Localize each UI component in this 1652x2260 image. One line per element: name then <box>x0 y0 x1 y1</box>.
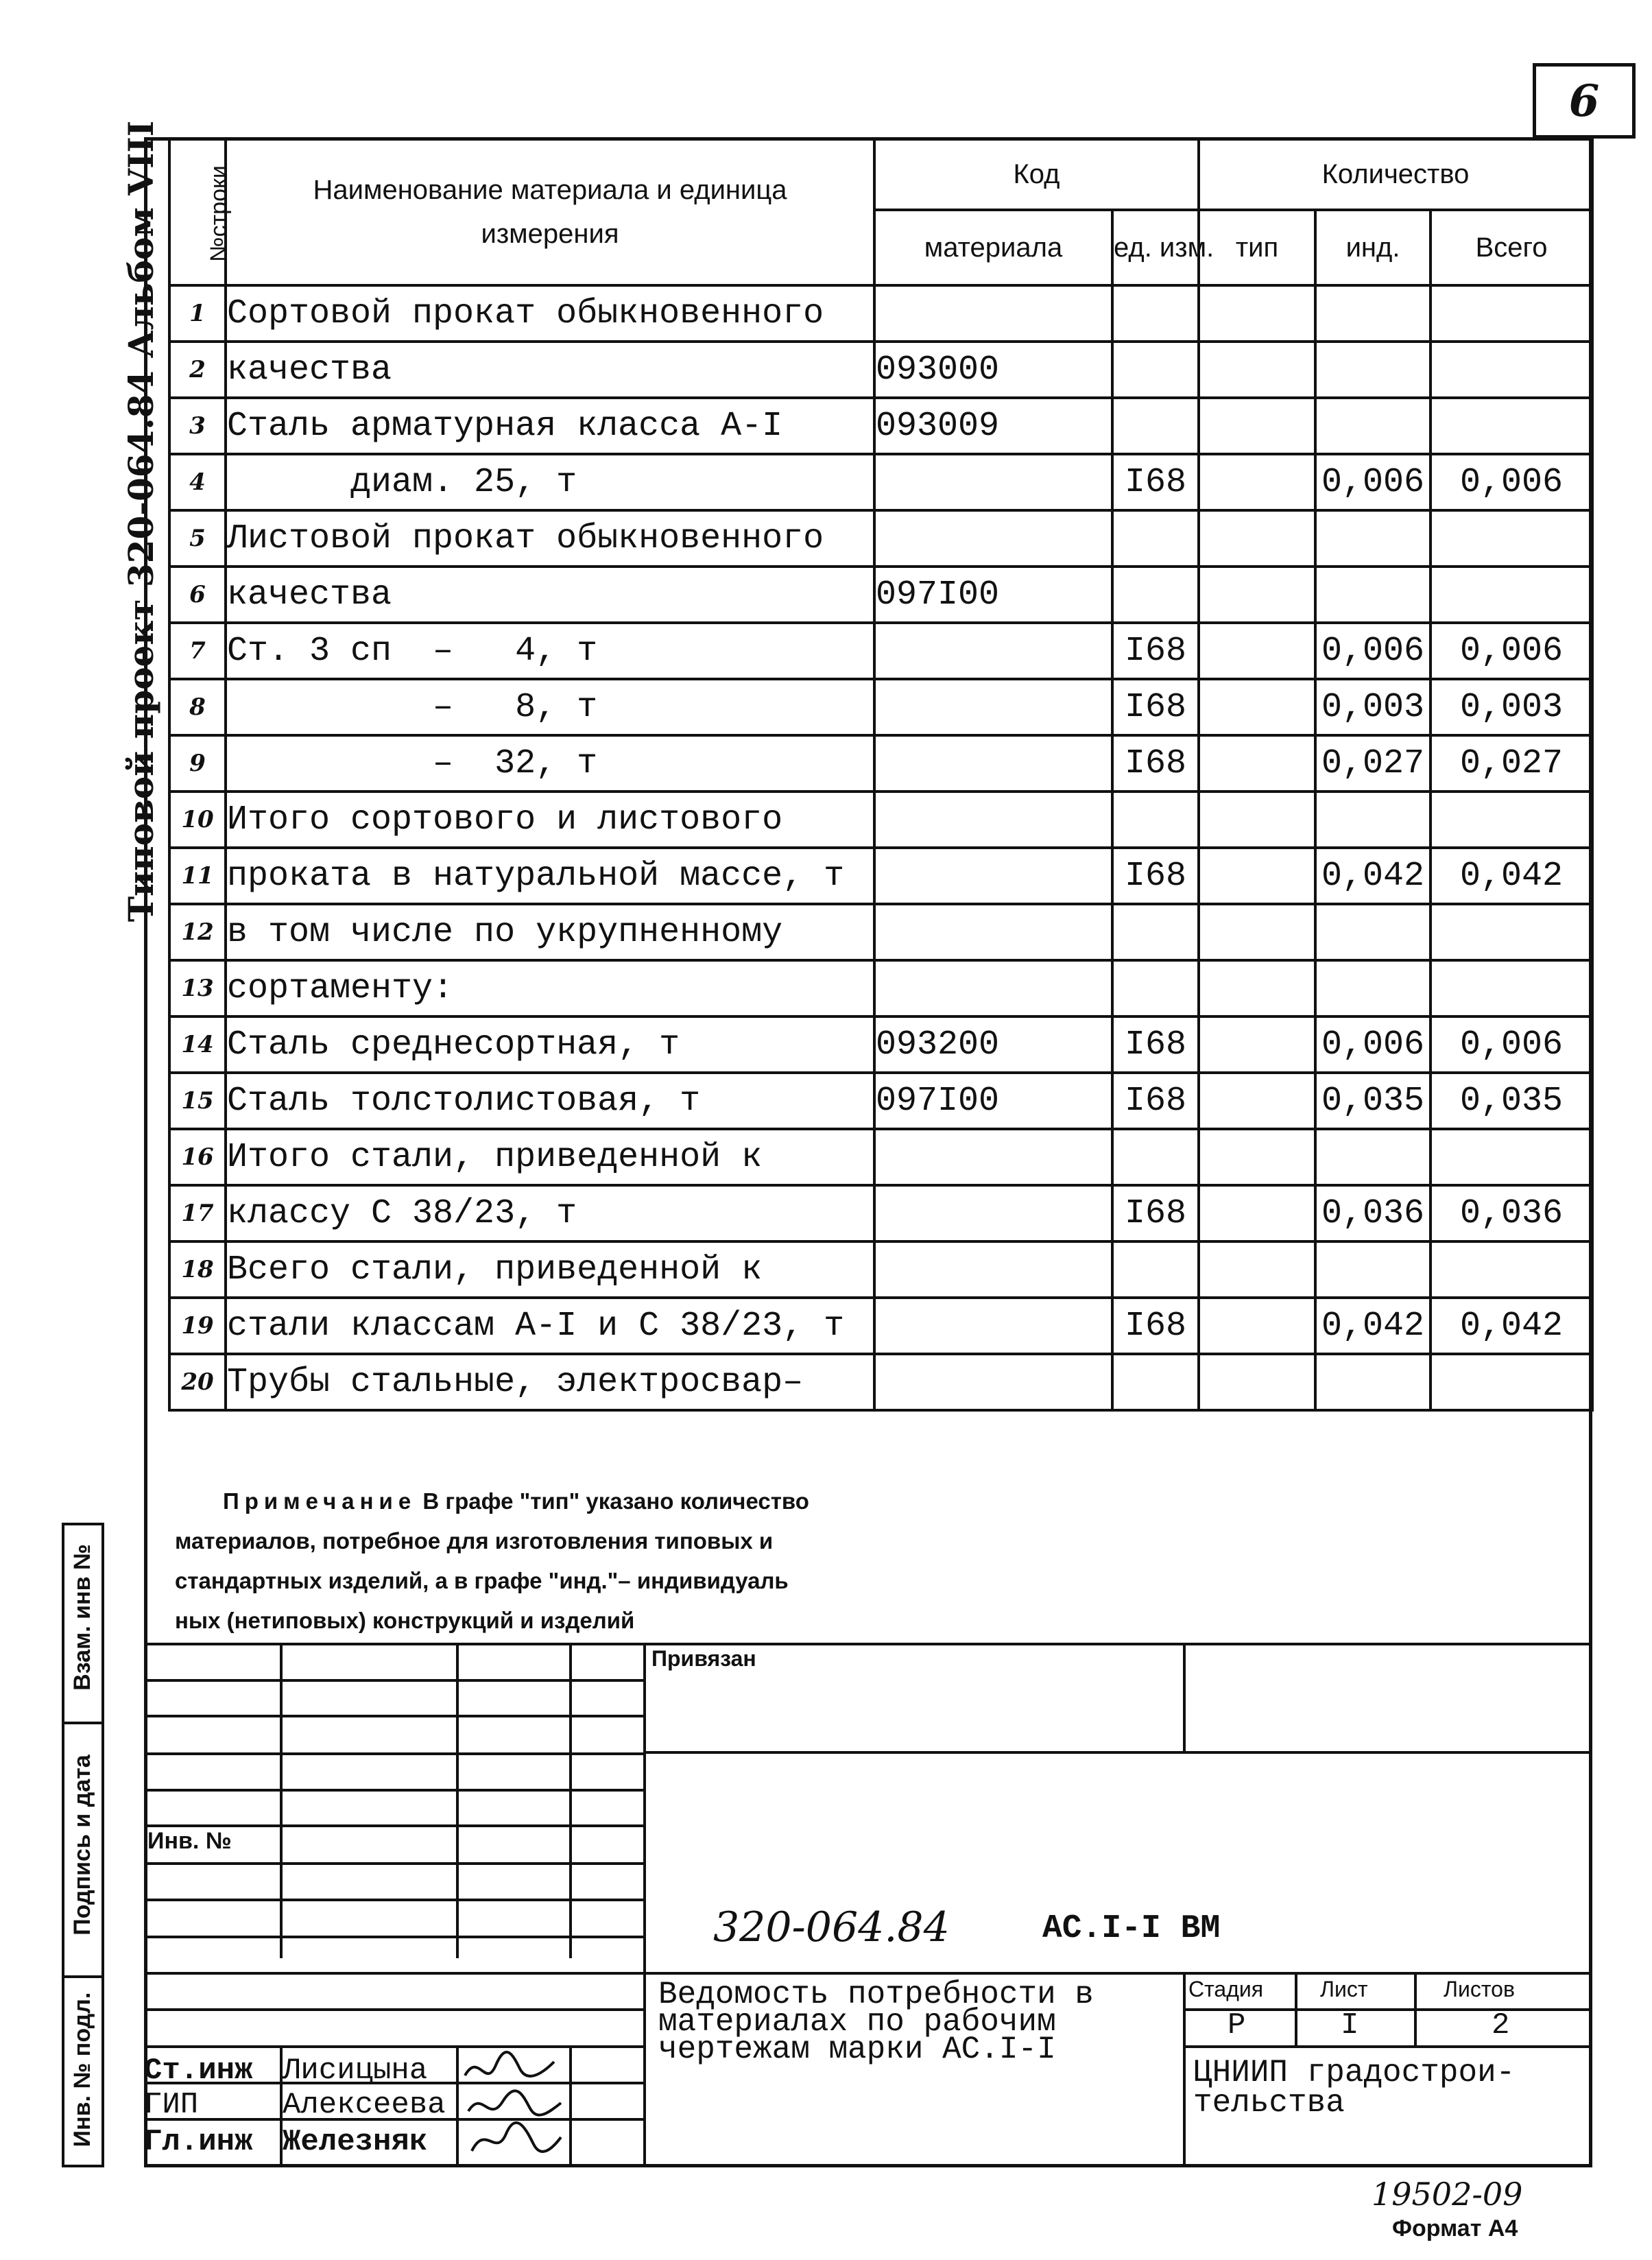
stamp-title-line-1: Ведомость потребности в <box>658 1977 1094 2012</box>
signer-name-3: Железняк <box>283 2125 428 2159</box>
qty-type-cell <box>1199 1129 1315 1185</box>
material-name-cell: Сортовой прокат обыкновенного <box>226 285 874 342</box>
row-number-cell: 5 <box>169 510 226 567</box>
note-line-1: В графе "тип" указано количество <box>422 1488 809 1514</box>
qty-total-cell: 0,006 <box>1430 623 1592 679</box>
material-name-cell: качества <box>226 342 874 398</box>
table-row <box>169 342 1592 398</box>
unit-code-cell: I68 <box>1112 1185 1199 1241</box>
stamp-sheet-label: Лист <box>1320 1977 1368 2001</box>
qty-type-cell <box>1199 1298 1315 1354</box>
note-line-2: материалов, потребное для изготовления типовых и <box>175 1528 774 1554</box>
note-line-4: ных (нетиповых) конструкций и изделий <box>175 1608 635 1633</box>
material-name-cell: сортаменту: <box>226 960 874 1016</box>
qty-total-cell: 0,003 <box>1430 679 1592 735</box>
table-row <box>169 398 1592 454</box>
qty-total-cell <box>1430 960 1592 1016</box>
row-number-cell: 6 <box>169 567 226 623</box>
unit-code-cell: I68 <box>1112 1016 1199 1073</box>
qty-type-cell <box>1199 848 1315 904</box>
row-number-cell: 20 <box>169 1354 226 1410</box>
unit-code-cell <box>1112 567 1199 623</box>
qty-type-cell <box>1199 285 1315 342</box>
unit-code-cell: I68 <box>1112 679 1199 735</box>
stamp-sheets-value: 2 <box>1492 2008 1510 2043</box>
table-row <box>169 792 1592 848</box>
row-number-cell: 10 <box>169 792 226 848</box>
material-code-cell: 093200 <box>874 1016 1112 1073</box>
qty-ind-cell <box>1315 1241 1430 1298</box>
signer-role-1: Ст.инж <box>144 2054 253 2088</box>
qty-total-cell <box>1430 510 1592 567</box>
table-row <box>169 1241 1592 1298</box>
table-row <box>169 510 1592 567</box>
qty-total-cell: 0,006 <box>1430 454 1592 510</box>
material-code-cell <box>874 735 1112 792</box>
material-name-cell: Листовой прокат обыкновенного <box>226 510 874 567</box>
qty-total-cell <box>1430 567 1592 623</box>
qty-ind-cell <box>1315 285 1430 342</box>
qty-total-cell: 0,042 <box>1430 848 1592 904</box>
table-row <box>169 454 1592 510</box>
qty-ind-cell <box>1315 792 1430 848</box>
material-code-cell <box>874 1298 1112 1354</box>
table-row <box>169 1354 1592 1410</box>
qty-type-cell <box>1199 904 1315 960</box>
row-number-cell: 2 <box>169 342 226 398</box>
material-code-cell: 093009 <box>874 398 1112 454</box>
table-row <box>169 567 1592 623</box>
qty-total-cell: 0,042 <box>1430 1298 1592 1354</box>
row-number-cell: 17 <box>169 1185 226 1241</box>
row-number-cell: 19 <box>169 1298 226 1354</box>
side-label-vzam-inv: Взам. инв № <box>69 1544 95 1691</box>
signer-name-2: Алексеева <box>283 2088 446 2122</box>
material-name-cell: Сталь среднесортная, т <box>226 1016 874 1073</box>
qty-type-cell <box>1199 567 1315 623</box>
material-name-cell: Итого сортового и листового <box>226 792 874 848</box>
material-code-cell: 097I00 <box>874 1073 1112 1129</box>
unit-code-cell: I68 <box>1112 623 1199 679</box>
footer-archive-number: 19502-09 <box>1372 2176 1523 2213</box>
material-code-cell: 097I00 <box>874 567 1112 623</box>
material-code-cell <box>874 1241 1112 1298</box>
qty-total-cell <box>1430 342 1592 398</box>
material-code-cell <box>874 848 1112 904</box>
table-row <box>169 623 1592 679</box>
qty-total-cell <box>1430 904 1592 960</box>
qty-total-cell <box>1430 398 1592 454</box>
sheet-number: 6 <box>1533 63 1636 139</box>
qty-ind-cell: 0,006 <box>1315 454 1430 510</box>
material-name-cell: Итого стали, приведенной к <box>226 1129 874 1185</box>
qty-total-cell <box>1430 1354 1592 1410</box>
qty-type-cell <box>1199 792 1315 848</box>
qty-type-cell <box>1199 1354 1315 1410</box>
signer-role-3: Гл.инж <box>144 2125 253 2159</box>
unit-code-cell: I68 <box>1112 735 1199 792</box>
qty-type-cell <box>1199 398 1315 454</box>
material-name-cell: Всего стали, приведенной к <box>226 1241 874 1298</box>
material-code-cell <box>874 904 1112 960</box>
material-name-cell: качества <box>226 567 874 623</box>
unit-code-cell <box>1112 1354 1199 1410</box>
stamp-stage-value: Р <box>1228 2008 1246 2043</box>
qty-total-cell: 0,035 <box>1430 1073 1592 1129</box>
stamp-title-line-3: чертежам марки АС.I-I <box>658 2032 1056 2067</box>
unit-code-cell <box>1112 904 1199 960</box>
table-row <box>169 735 1592 792</box>
qty-type-cell <box>1199 454 1315 510</box>
stamp-organization-line-2: тельства <box>1193 2085 1345 2121</box>
material-name-cell: Трубы стальные, электросвар– <box>226 1354 874 1410</box>
qty-ind-cell: 0,036 <box>1315 1185 1430 1241</box>
qty-ind-cell: 0,003 <box>1315 679 1430 735</box>
material-name-cell: – 32, т <box>226 735 874 792</box>
qty-type-cell <box>1199 1073 1315 1129</box>
material-name-cell: Ст. 3 сп – 4, т <box>226 623 874 679</box>
material-code-cell <box>874 454 1112 510</box>
material-code-cell <box>874 510 1112 567</box>
material-name-cell: проката в натуральной массе, т <box>226 848 874 904</box>
side-label-inv-podl: Инв. № подл. <box>69 1992 95 2148</box>
qty-ind-cell <box>1315 567 1430 623</box>
row-number-cell: 13 <box>169 960 226 1016</box>
unit-code-cell <box>1112 285 1199 342</box>
footer-format: Формат А4 <box>1392 2215 1518 2241</box>
table-row <box>169 848 1592 904</box>
material-code-cell <box>874 1129 1112 1185</box>
qty-total-cell <box>1430 792 1592 848</box>
qty-ind-cell <box>1315 960 1430 1016</box>
unit-code-cell <box>1112 1129 1199 1185</box>
qty-type-cell <box>1199 960 1315 1016</box>
signer-role-2: ГИП <box>144 2088 199 2122</box>
unit-code-cell: I68 <box>1112 1298 1199 1354</box>
qty-ind-cell <box>1315 1354 1430 1410</box>
qty-ind-cell <box>1315 904 1430 960</box>
qty-type-cell <box>1199 735 1315 792</box>
material-code-cell <box>874 1185 1112 1241</box>
material-code-cell: 093000 <box>874 342 1112 398</box>
unit-code-cell <box>1112 1241 1199 1298</box>
qty-total-cell <box>1430 1241 1592 1298</box>
row-number-cell: 1 <box>169 285 226 342</box>
table-row <box>169 904 1592 960</box>
material-code-cell <box>874 623 1112 679</box>
row-number-cell: 15 <box>169 1073 226 1129</box>
material-code-cell <box>874 679 1112 735</box>
qty-type-cell <box>1199 342 1315 398</box>
qty-ind-cell: 0,006 <box>1315 1016 1430 1073</box>
unit-code-cell <box>1112 960 1199 1016</box>
row-number-cell: 4 <box>169 454 226 510</box>
unit-code-cell <box>1112 398 1199 454</box>
qty-total-cell <box>1430 285 1592 342</box>
material-name-cell: стали классам А-I и С 38/23, т <box>226 1298 874 1354</box>
stamp-inv-no-label: Инв. № <box>147 1828 232 1854</box>
table-row <box>169 960 1592 1016</box>
row-number-cell: 9 <box>169 735 226 792</box>
stamp-sheet-value: I <box>1341 2008 1359 2043</box>
qty-ind-cell: 0,042 <box>1315 1298 1430 1354</box>
stamp-stage-label: Стадия <box>1188 1977 1264 2001</box>
unit-code-cell: I68 <box>1112 454 1199 510</box>
header-code-unit: ед. изм. <box>1112 210 1199 285</box>
signature-scribbles <box>458 2048 568 2165</box>
unit-code-cell <box>1112 342 1199 398</box>
row-number-cell: 18 <box>169 1241 226 1298</box>
side-label-podpis-data: Подпись и дата <box>69 1755 95 1936</box>
qty-ind-cell: 0,006 <box>1315 623 1430 679</box>
qty-ind-cell <box>1315 342 1430 398</box>
table-row <box>169 1073 1592 1129</box>
qty-total-cell: 0,027 <box>1430 735 1592 792</box>
unit-code-cell: I68 <box>1112 848 1199 904</box>
header-qty-type: тип <box>1199 210 1315 285</box>
stamp-doc-code-handwritten: 320-064.84 <box>713 1903 950 1951</box>
material-code-cell <box>874 1354 1112 1410</box>
row-number-cell: 11 <box>169 848 226 904</box>
unit-code-cell: I68 <box>1112 1073 1199 1129</box>
material-name-cell: – 8, т <box>226 679 874 735</box>
stamp-title <box>658 1977 1094 2067</box>
row-number-cell: 12 <box>169 904 226 960</box>
header-code: Код <box>874 139 1199 210</box>
header-qty-ind: инд. <box>1315 210 1430 285</box>
stamp-organization-line-1: ЦНИИП градострои- <box>1193 2055 1516 2091</box>
table-row <box>169 1298 1592 1354</box>
qty-type-cell <box>1199 1241 1315 1298</box>
signer-name-1: Лисицына <box>283 2054 428 2088</box>
stamp-sheets-label: Листов <box>1444 1977 1515 2001</box>
stamp-doc-code-mark: АС.I-I ВМ <box>1042 1910 1221 1947</box>
table-row <box>169 1016 1592 1073</box>
header-name: Наименование материала и единица измерения <box>226 139 874 285</box>
stamp-organization <box>1193 2055 1516 2121</box>
note <box>175 1482 1032 1641</box>
header-code-material: материала <box>874 210 1112 285</box>
material-code-cell <box>874 960 1112 1016</box>
qty-type-cell <box>1199 1016 1315 1073</box>
qty-type-cell <box>1199 1185 1315 1241</box>
qty-total-cell <box>1430 1129 1592 1185</box>
table-row <box>169 679 1592 735</box>
note-line-3: стандартных изделий, а в графе "инд."– индивидуаль <box>175 1568 789 1593</box>
material-code-cell <box>874 285 1112 342</box>
table-row <box>169 1185 1592 1241</box>
note-title: Примечание <box>223 1488 417 1514</box>
qty-type-cell <box>1199 679 1315 735</box>
material-name-cell: Сталь арматурная класса А-I <box>226 398 874 454</box>
qty-total-cell: 0,036 <box>1430 1185 1592 1241</box>
side-project-label: Типовой проект 320-064.84 Альбом VIII <box>120 120 161 923</box>
row-number-cell: 7 <box>169 623 226 679</box>
header-row-number: №строки <box>169 139 226 285</box>
unit-code-cell <box>1112 510 1199 567</box>
unit-code-cell <box>1112 792 1199 848</box>
qty-ind-cell <box>1315 398 1430 454</box>
qty-type-cell <box>1199 510 1315 567</box>
material-name-cell: диам. 25, т <box>226 454 874 510</box>
material-name-cell: классу С 38/23, т <box>226 1185 874 1241</box>
qty-ind-cell <box>1315 1129 1430 1185</box>
materials-table <box>168 137 1594 1412</box>
header-qty-total: Всего <box>1430 210 1592 285</box>
qty-type-cell <box>1199 623 1315 679</box>
row-number-cell: 3 <box>169 398 226 454</box>
row-number-cell: 16 <box>169 1129 226 1185</box>
material-name-cell: Сталь толстолистовая, т <box>226 1073 874 1129</box>
table-row <box>169 1129 1592 1185</box>
qty-total-cell: 0,006 <box>1430 1016 1592 1073</box>
row-number-cell: 8 <box>169 679 226 735</box>
qty-ind-cell: 0,035 <box>1315 1073 1430 1129</box>
stamp-privyazan-label: Привязан <box>651 1646 756 1671</box>
material-name-cell: в том числе по укрупненному <box>226 904 874 960</box>
qty-ind-cell: 0,042 <box>1315 848 1430 904</box>
header-quantity: Количество <box>1199 139 1592 210</box>
row-number-cell: 14 <box>169 1016 226 1073</box>
qty-ind-cell <box>1315 510 1430 567</box>
stamp-title-line-2: материалах по рабочим <box>658 2004 1056 2040</box>
table-row <box>169 285 1592 342</box>
qty-ind-cell: 0,027 <box>1315 735 1430 792</box>
material-code-cell <box>874 792 1112 848</box>
